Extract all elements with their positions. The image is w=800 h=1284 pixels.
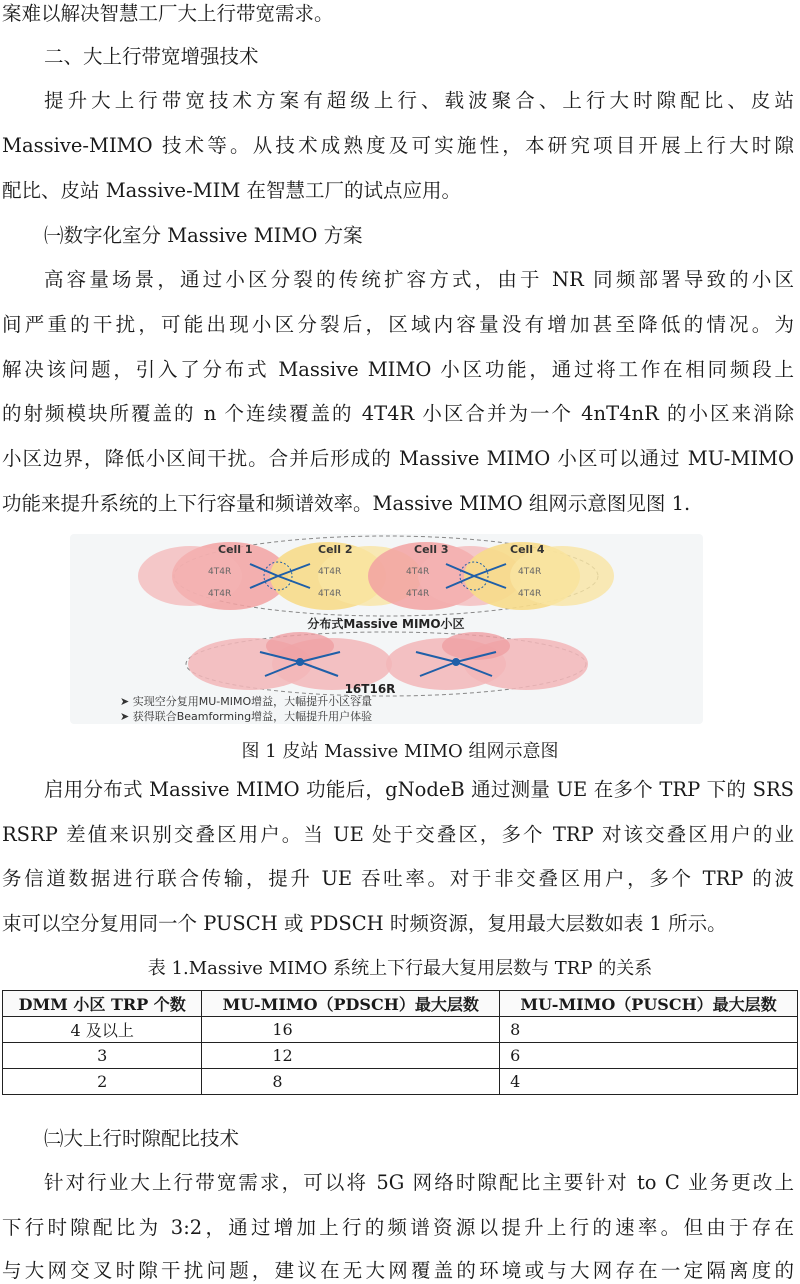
figure-caption: 图 1 皮站 Massive MIMO 组网示意图 [241, 741, 559, 762]
figure-bullet: ➤ 获得联合Beamforming增益，大幅提升用户体验 [120, 710, 373, 723]
paragraph-line: 的射频模块所覆盖的 n 个连续覆盖的 4T4R 小区合并为一个 4nT4nR 的小区来消除 [2, 402, 794, 425]
paragraph-line: Massive-MIMO 技术等。从技术成熟度及可实施性，本研究项目开展上行大时隙 [2, 134, 794, 157]
lobe-pink-small [442, 632, 510, 660]
paragraph-line: 解决该问题，引入了分布式 Massive MIMO 小区功能，通过将工作在相同频段上 [2, 358, 794, 381]
cell-label: Cell 4 [510, 543, 545, 556]
table-row [3, 1043, 798, 1069]
table-cell: 8 [202, 1069, 500, 1095]
cell-label: Cell 3 [414, 543, 449, 556]
table-cell: 2 [3, 1069, 202, 1095]
paragraph-line: 提升大上行带宽技术方案有超级上行、载波聚合、上行大时隙配比、皮站 [44, 89, 794, 112]
paragraph-line: 束可以空分复用同一个 PUSCH 或 PDSCH 时频资源，复用最大层数如表 1 所示。 [2, 912, 727, 935]
trx-label: 4T4R [318, 567, 342, 577]
table-cell: 4 [500, 1069, 798, 1095]
network-diagram [70, 534, 703, 724]
paragraph-line: 务信道数据进行联合传输，提升 UE 吞吐率。对于非交叠区用户，多个 TRP 的波 [2, 867, 794, 890]
paragraph-line: 间严重的干扰，可能出现小区分裂后，区域内容量没有增加甚至降低的情况。为 [2, 313, 794, 336]
table-caption: 表 1.Massive MIMO 系统上下行最大复用层数与 TRP 的关系 [147, 958, 653, 979]
paragraph-line: 针对行业大上行带宽需求，可以将 5G 网络时隙配比主要针对 to C 业务更改上 [44, 1171, 794, 1194]
cell-label: Cell 1 [218, 543, 253, 556]
trx-label: 4T4R [208, 589, 232, 599]
trx-label: 4T4R [406, 589, 430, 599]
antenna-icon [296, 658, 304, 666]
antenna-icon [452, 658, 460, 666]
paragraph-line: 小区边界，降低小区间干扰。合并后形成的 Massive MIMO 小区可以通过 MU-MIMO [2, 447, 794, 470]
paragraph-line: 高容量场景，通过小区分裂的传统扩容方式，由于 NR 同频部署导致的小区 [44, 268, 794, 291]
section-heading: 二、大上行带宽增强技术 [44, 45, 259, 68]
paragraph-line: 功能来提升系统的上下行容量和频谱效率。Massive MIMO 组网示意图见图 1. [2, 492, 691, 515]
trx-label: 4T4R [406, 567, 430, 577]
trx-label: 4T4R [518, 589, 542, 599]
table-header-cell: MU-MIMO（PDSCH）最大层数 [202, 991, 500, 1017]
table-cell: 8 [500, 1017, 798, 1043]
paragraph-line: 下行时隙配比为 3:2，通过增加上行的频谱资源以提升上行的速率。但由于存在 [2, 1216, 794, 1239]
table-row [3, 1069, 798, 1095]
paragraph-line: RSRP 差值来识别交叠区用户。当 UE 处于交叠区，多个 TRP 对该交叠区用户的业 [2, 823, 794, 846]
table-header-cell: DMM 小区 TRP 个数 [3, 991, 202, 1017]
trx-label: 4T4R [518, 567, 542, 577]
trp-layers-table [2, 990, 798, 1095]
subsection-heading: ㈡大上行时隙配比技术 [44, 1127, 240, 1150]
trx-label: 4T4R [318, 589, 342, 599]
table-cell: 4 及以上 [3, 1017, 202, 1043]
figure-bullet: ➤ 实现空分复用MU-MIMO增益，大幅提升小区容量 [120, 695, 373, 708]
figure-title-bottom: 16T16R [344, 682, 396, 696]
network-diagram-figure [70, 534, 703, 724]
paragraph-line: 案难以解决智慧工厂大上行带宽需求。 [2, 2, 334, 25]
paragraph-line: 与大网交叉时隙干扰问题，建议在无大网覆盖的环境或与大网存在一定隔离度的 [2, 1259, 794, 1282]
table-cell: 3 [3, 1043, 202, 1069]
figure-title-top: 分布式Massive MIMO小区 [307, 617, 465, 631]
paragraph-line: 启用分布式 Massive MIMO 功能后，gNodeB 通过测量 UE 在多个 TRP 下的 SRS [44, 778, 794, 801]
cell-label: Cell 2 [318, 543, 353, 556]
paragraph-line: 配比、皮站 Massive-MIM 在智慧工厂的试点应用。 [2, 179, 462, 202]
table-cell: 6 [500, 1043, 798, 1069]
table-header-cell: MU-MIMO（PUSCH）最大层数 [500, 991, 798, 1017]
table-cell: 12 [202, 1043, 500, 1069]
table-cell: 16 [202, 1017, 500, 1043]
table-header-row [3, 991, 798, 1017]
trx-label: 4T4R [208, 567, 232, 577]
table-row [3, 1017, 798, 1043]
subsection-heading: ㈠数字化室分 Massive MIMO 方案 [44, 224, 363, 247]
